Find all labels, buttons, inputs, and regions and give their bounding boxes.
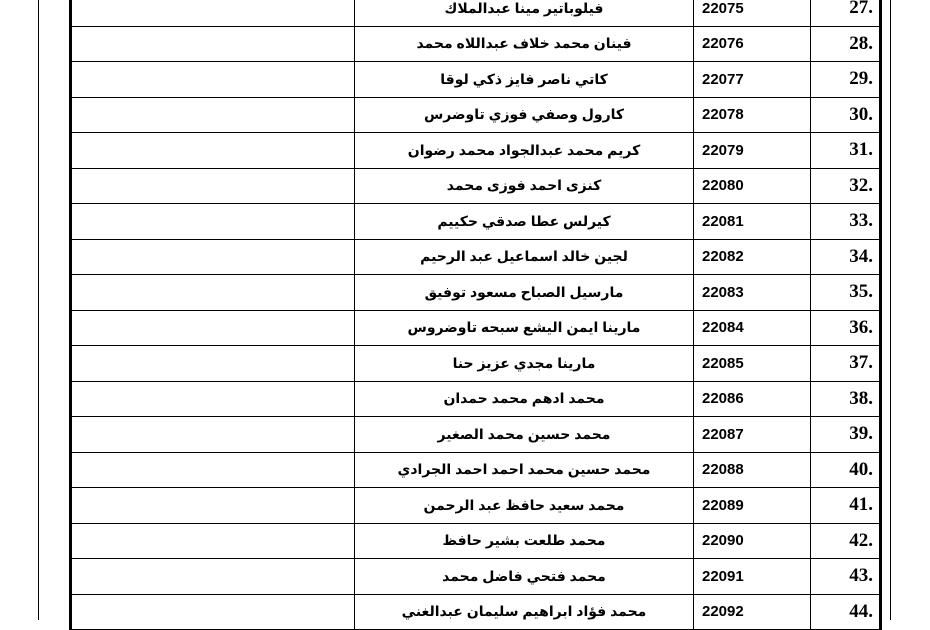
blank-cell <box>71 204 355 240</box>
row-index: 40. <box>811 452 881 488</box>
page-border-right <box>890 0 891 620</box>
student-code: 22089 <box>694 488 811 524</box>
blank-cell <box>71 62 355 98</box>
student-name: فيلوباتير مينا عبدالملاك <box>355 0 694 26</box>
table-row <box>71 204 881 240</box>
student-name: محمد فؤاد ابراهيم سليمان عبدالغني <box>355 594 694 630</box>
blank-cell <box>71 452 355 488</box>
student-code: 22078 <box>694 97 811 133</box>
table-row <box>71 417 881 453</box>
student-name: محمد فتحي فاضل محمد <box>355 559 694 595</box>
student-code: 22092 <box>694 594 811 630</box>
row-index: 33. <box>811 204 881 240</box>
table-row <box>71 168 881 204</box>
row-index: 39. <box>811 417 881 453</box>
table-row <box>71 523 881 559</box>
table-row <box>71 488 881 524</box>
row-index: 43. <box>811 559 881 595</box>
blank-cell <box>71 523 355 559</box>
row-index: 37. <box>811 346 881 382</box>
page-border-left <box>38 0 39 620</box>
roster-body <box>71 0 881 630</box>
row-index: 30. <box>811 97 881 133</box>
blank-cell <box>71 168 355 204</box>
student-name: محمد حسين محمد احمد احمد الجرادي <box>355 452 694 488</box>
row-index: 32. <box>811 168 881 204</box>
student-code: 22086 <box>694 381 811 417</box>
student-name: محمد طلعت بشير حافظ <box>355 523 694 559</box>
student-roster-table <box>69 0 882 630</box>
row-index: 44. <box>811 594 881 630</box>
student-code: 22076 <box>694 26 811 62</box>
table-row <box>71 62 881 98</box>
student-name: محمد حسين محمد الصغير <box>355 417 694 453</box>
table-row <box>71 559 881 595</box>
row-index: 42. <box>811 523 881 559</box>
student-code: 22085 <box>694 346 811 382</box>
student-name: كارول وصفي فوزي تاوضرس <box>355 97 694 133</box>
student-code: 22090 <box>694 523 811 559</box>
blank-cell <box>71 97 355 133</box>
blank-cell <box>71 133 355 169</box>
student-code: 22091 <box>694 559 811 595</box>
table-row <box>71 133 881 169</box>
table-row <box>71 275 881 311</box>
row-index: 28. <box>811 26 881 62</box>
table-row <box>71 310 881 346</box>
table-row <box>71 0 881 26</box>
table-row <box>71 594 881 630</box>
blank-cell <box>71 275 355 311</box>
student-code: 22079 <box>694 133 811 169</box>
row-index: 27. <box>811 0 881 26</box>
student-name: كيرلس عطا صدقي حكييم <box>355 204 694 240</box>
blank-cell <box>71 417 355 453</box>
student-name: لجين خالد اسماعيل عبد الرحيم <box>355 239 694 275</box>
student-name: محمد ادهم محمد حمدان <box>355 381 694 417</box>
table-row <box>71 239 881 275</box>
row-index: 35. <box>811 275 881 311</box>
row-index: 41. <box>811 488 881 524</box>
blank-cell <box>71 594 355 630</box>
row-index: 29. <box>811 62 881 98</box>
student-code: 22077 <box>694 62 811 98</box>
table-row <box>71 381 881 417</box>
blank-cell <box>71 488 355 524</box>
student-name: كريم محمد عبدالجواد محمد رضوان <box>355 133 694 169</box>
student-code: 22080 <box>694 168 811 204</box>
table-row <box>71 97 881 133</box>
student-code: 22084 <box>694 310 811 346</box>
table-row <box>71 346 881 382</box>
row-index: 38. <box>811 381 881 417</box>
blank-cell <box>71 346 355 382</box>
student-name: محمد سعيد حافظ عبد الرحمن <box>355 488 694 524</box>
student-code: 22075 <box>694 0 811 26</box>
table-row <box>71 452 881 488</box>
blank-cell <box>71 0 355 26</box>
blank-cell <box>71 26 355 62</box>
student-name: كنزى احمد فوزى محمد <box>355 168 694 204</box>
blank-cell <box>71 559 355 595</box>
student-code: 22088 <box>694 452 811 488</box>
student-code: 22083 <box>694 275 811 311</box>
student-name: فينان محمد خلاف عبداللاه محمد <box>355 26 694 62</box>
blank-cell <box>71 239 355 275</box>
blank-cell <box>71 381 355 417</box>
table-row <box>71 26 881 62</box>
row-index: 36. <box>811 310 881 346</box>
student-name: مارينا مجدي عزيز حنا <box>355 346 694 382</box>
student-code: 22087 <box>694 417 811 453</box>
student-name: مارينا ايمن اليشع سبحه تاوضروس <box>355 310 694 346</box>
row-index: 34. <box>811 239 881 275</box>
student-name: مارسيل الصباح مسعود توفيق <box>355 275 694 311</box>
row-index: 31. <box>811 133 881 169</box>
student-code: 22082 <box>694 239 811 275</box>
student-name: كاتي ناصر فايز ذكي لوقا <box>355 62 694 98</box>
student-code: 22081 <box>694 204 811 240</box>
blank-cell <box>71 310 355 346</box>
